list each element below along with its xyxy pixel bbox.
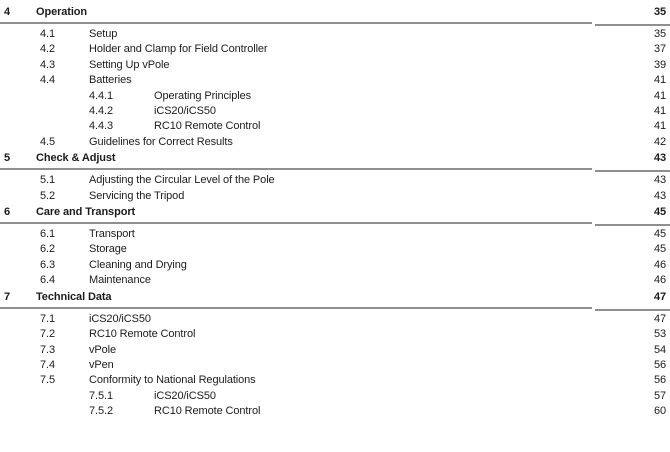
- toc-entry-row[interactable]: [0, 389, 670, 404]
- entry-title: Setting Up vPole: [89, 58, 170, 71]
- entry-title: Guidelines for Correct Results: [89, 135, 233, 148]
- entry-page-number: 46: [653, 274, 666, 287]
- toc-entry-row[interactable]: [0, 227, 670, 242]
- entry-page-number: 41: [653, 89, 666, 102]
- chapter-number: 4: [4, 6, 11, 18]
- entry-page-number: 35: [653, 28, 666, 40]
- entry-number: 7.5: [40, 374, 55, 387]
- chapter-underline: [0, 306, 670, 312]
- entry-page-number: 41: [653, 74, 666, 87]
- entry-page-number: 56: [653, 374, 666, 387]
- chapter-entries: [0, 312, 670, 420]
- entry-title: Transport: [89, 228, 135, 241]
- toc-entry-row[interactable]: [0, 189, 670, 204]
- entry-title: iCS20/iCS50: [154, 105, 216, 118]
- chapter-title: Technical Data: [36, 290, 112, 303]
- entry-page-number: 45: [653, 243, 666, 256]
- entry-title: Conformity to National Regulations: [89, 374, 256, 387]
- chapter-entries: [0, 173, 670, 204]
- entry-number: 4.1: [40, 28, 55, 40]
- entry-number: 4.4.1: [89, 89, 113, 102]
- entry-title: Holder and Clamp for Field Controller: [89, 43, 268, 56]
- chapter-underline: [0, 21, 670, 27]
- chapter-title: Care and Transport: [36, 206, 136, 219]
- chapter-page-number: 45: [653, 206, 666, 219]
- toc-entry-row[interactable]: [0, 327, 670, 342]
- entry-number: 6.1: [40, 228, 55, 241]
- chapter-page-number: 35: [653, 6, 666, 18]
- entry-number: 4.5: [40, 135, 55, 148]
- toc-section: [0, 290, 670, 420]
- entry-page-number: 54: [653, 343, 666, 356]
- toc-entry-row[interactable]: [0, 242, 670, 257]
- entry-page-number: 39: [653, 58, 666, 71]
- entry-title: RC10 Remote Control: [154, 120, 261, 133]
- toc-chapter-row[interactable]: [0, 5, 670, 20]
- entry-page-number: 43: [653, 174, 666, 187]
- entry-number: 6.3: [40, 258, 55, 271]
- toc-entry-row[interactable]: [0, 89, 670, 104]
- entry-title: iCS20/iCS50: [89, 312, 151, 325]
- toc-entry-row[interactable]: [0, 273, 670, 288]
- entry-page-number: 53: [653, 328, 666, 341]
- entry-title: Adjusting the Circular Level of the Pole: [89, 174, 275, 187]
- toc-entry-row[interactable]: [0, 173, 670, 188]
- entry-title: Batteries: [89, 74, 132, 87]
- toc-chapter-row[interactable]: [0, 151, 670, 166]
- entry-number: 7.2: [40, 328, 55, 341]
- chapter-underline-left-segment: [0, 307, 592, 309]
- table-of-contents: [0, 5, 670, 420]
- entry-number: 5.1: [40, 174, 55, 187]
- toc-entry-row[interactable]: [0, 343, 670, 358]
- entry-page-number: 56: [653, 358, 666, 371]
- toc-chapter-row[interactable]: [0, 205, 670, 220]
- entry-number: 4.4: [40, 74, 55, 87]
- chapter-number: 5: [4, 152, 11, 165]
- chapter-underline-right-segment: [595, 224, 670, 226]
- entry-number: 4.3: [40, 58, 55, 71]
- entry-page-number: 57: [653, 389, 666, 402]
- chapter-underline-left-segment: [0, 222, 592, 224]
- toc-entry-row[interactable]: [0, 135, 670, 150]
- entry-page-number: 46: [653, 258, 666, 271]
- entry-number: 7.5.1: [89, 389, 113, 402]
- toc-entry-row[interactable]: [0, 42, 670, 57]
- entry-number: 7.5.2: [89, 405, 113, 418]
- toc-entry-row[interactable]: [0, 373, 670, 388]
- entry-number: 4.4.3: [89, 120, 113, 133]
- entry-number: 6.2: [40, 243, 55, 256]
- chapter-entries: [0, 27, 670, 150]
- entry-title: RC10 Remote Control: [154, 405, 261, 418]
- toc-entry-row[interactable]: [0, 312, 670, 327]
- chapter-title: Operation: [36, 6, 88, 18]
- entry-title: iCS20/iCS50: [154, 389, 216, 402]
- entry-title: Storage: [89, 243, 127, 256]
- entry-number: 4.4.2: [89, 105, 113, 118]
- entry-number: 7.4: [40, 358, 55, 371]
- entry-number: 4.2: [40, 43, 55, 56]
- chapter-underline: [0, 167, 670, 173]
- chapter-page-number: 47: [653, 290, 666, 303]
- chapter-page-number: 43: [653, 152, 666, 165]
- chapter-underline: [0, 221, 670, 227]
- toc-chapter-row[interactable]: [0, 290, 670, 305]
- toc-entry-row[interactable]: [0, 358, 670, 373]
- chapter-underline-right-segment: [595, 309, 670, 311]
- entry-page-number: 60: [653, 405, 666, 418]
- entry-number: 5.2: [40, 189, 55, 202]
- toc-entry-row[interactable]: [0, 58, 670, 73]
- toc-entry-row[interactable]: [0, 73, 670, 88]
- entry-title: Operating Principles: [154, 89, 252, 102]
- chapter-title: Check & Adjust: [36, 152, 116, 165]
- toc-section: [0, 151, 670, 204]
- chapter-number: 6: [4, 206, 11, 219]
- toc-section: [0, 5, 670, 150]
- chapter-underline-left-segment: [0, 22, 592, 24]
- entry-title: vPole: [89, 343, 117, 356]
- entry-number: 7.3: [40, 343, 55, 356]
- toc-entry-row[interactable]: [0, 104, 670, 119]
- entry-title: Maintenance: [89, 274, 151, 287]
- entry-number: 7.1: [40, 312, 55, 325]
- toc-entry-row[interactable]: [0, 119, 670, 134]
- toc-section: [0, 205, 670, 289]
- entry-title: Setup: [89, 28, 118, 40]
- entry-page-number: 45: [653, 228, 666, 241]
- toc-entry-row[interactable]: [0, 27, 670, 42]
- entry-page-number: 43: [653, 189, 666, 202]
- entry-title: Servicing the Tripod: [89, 189, 185, 202]
- entry-page-number: 41: [653, 105, 666, 118]
- chapter-underline-left-segment: [0, 168, 592, 170]
- chapter-underline-right-segment: [595, 24, 670, 26]
- entry-page-number: 41: [653, 120, 666, 133]
- toc-entry-row[interactable]: [0, 258, 670, 273]
- entry-page-number: 42: [653, 135, 666, 148]
- entry-title: vPen: [89, 358, 114, 371]
- chapter-number: 7: [4, 290, 11, 303]
- chapter-underline-right-segment: [595, 170, 670, 172]
- entry-page-number: 37: [653, 43, 666, 56]
- entry-title: Cleaning and Drying: [89, 258, 187, 271]
- chapter-entries: [0, 227, 670, 289]
- entry-number: 6.4: [40, 274, 55, 287]
- entry-page-number: 47: [653, 312, 666, 325]
- toc-entry-row[interactable]: [0, 404, 670, 419]
- entry-title: RC10 Remote Control: [89, 328, 196, 341]
